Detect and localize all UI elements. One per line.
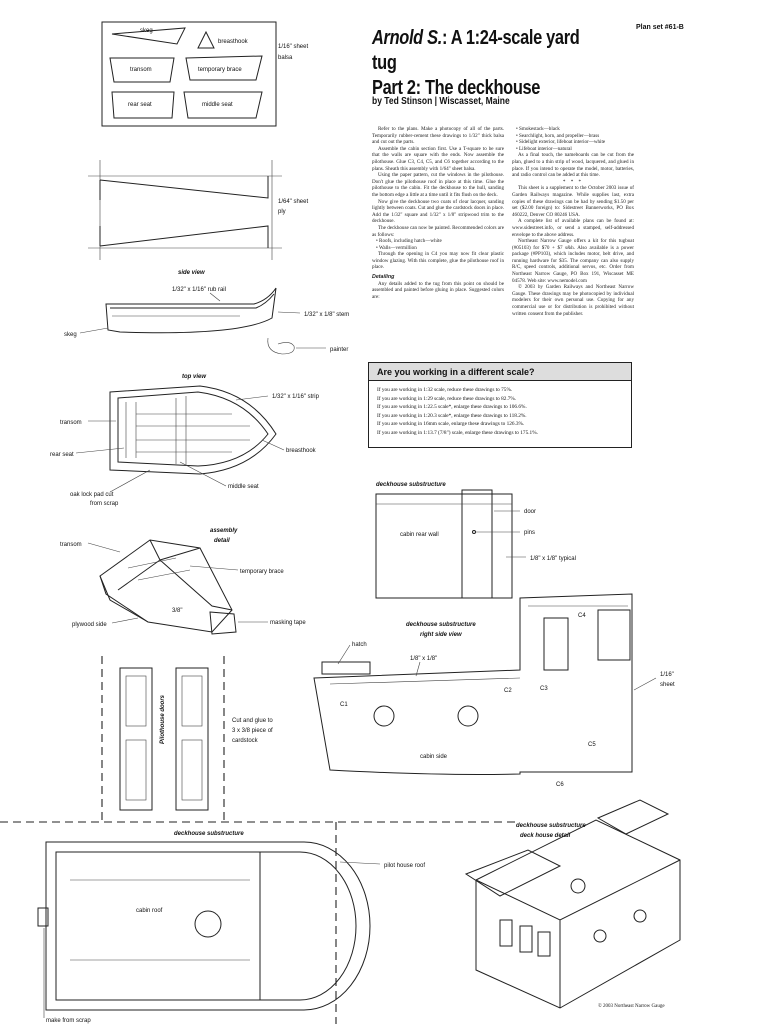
label-skeg: skeg	[140, 28, 153, 34]
label-rub-rail: 1/32" x 1/16" rub rail	[172, 287, 226, 293]
label-balsa: balsa	[278, 55, 293, 61]
scale-line: If you are working in 1:22.5 scale*, enlarge these drawings to 106.6%.	[377, 404, 527, 411]
label-c1: C1	[340, 702, 348, 708]
byline: by Ted Stinson | Wiscasset, Maine	[372, 96, 510, 107]
paragraph-kit: Northeast Narrow Gauge offers a kit for this tugboat (#05103) for $70 + $7 s&h. Also available is a power package (#PP103), which includes motor, belt drive, and running hardware for $35. The company can also supply R/C, speed controls, additional servos, etc. Order from Northeast Narrow Gauge, PO Box 191, Wiscasset ME 04578. Web site: www.nemodel.com	[512, 238, 634, 284]
label-c5: C5	[588, 742, 596, 748]
scale-line: If you are working in 1:32 scale, reduce these drawings to 75%.	[377, 387, 513, 393]
scale-line: If you are working in 16mm scale, enlarge these drawings to 126.3%.	[377, 421, 525, 428]
paragraph-plans-list: A complete list of available plans can be found at: www.sidestreet.info, or send a stamped, self-addressed envelope to the above address.	[512, 218, 634, 238]
label-c6: C6	[556, 782, 564, 788]
paragraph-final-touch: As a final touch, the nameboards can be cut from the plan, glued to a thin strip of wood, lacquered, and glued in place. If you intend to operate the model, motor, batteries, and radio control can be added at this time.	[512, 152, 634, 179]
color-bullet-2: • Walls—vermillion	[376, 244, 417, 251]
label-top-view: top view	[182, 374, 207, 380]
label-temporary-brace: temporary brace	[198, 67, 242, 73]
label-square-strip: 1/8" x 1/8"	[410, 656, 438, 662]
label-transom: transom	[130, 67, 152, 73]
scale-list	[369, 381, 631, 438]
detail-bullet-4: • Lifeboat interior—natural	[516, 145, 572, 152]
label-c4: C4	[578, 613, 586, 619]
label-make-from-scrap: make from scrap	[46, 1018, 91, 1024]
pilothouse-doors	[120, 668, 273, 810]
label-assembly-2: detail	[214, 538, 230, 544]
assembly-detail	[60, 528, 306, 634]
label-breasthook-top: breasthook	[286, 448, 316, 454]
label-deck-detail-2: deck house detail	[520, 833, 571, 839]
label-cut-glue-2: 3 x 3/8 piece of	[232, 728, 273, 734]
paragraph-3: Using the paper pattern, cut the windows in the pilothouse. Don't glue the pilothouse roof in place at this time. Glue the pilothouse to the cabin. Fit the deckhouse to the hull, sanding the bottom edge a little at a time until it fits flush on the deck.	[372, 172, 504, 198]
label-temporary-brace-assembly: temporary brace	[240, 569, 284, 575]
label-pilot-house-roof: pilot house roof	[384, 863, 426, 869]
detailing-text: Any details added to the tug from this point on should be assembled and painted before gluing in place. Suggested colors are:	[372, 280, 504, 300]
label-oarlock-2: from scrap	[90, 501, 119, 507]
title-italic-name: Arnold S.	[372, 27, 442, 49]
label-deckhouse-sub-2: deckhouse substructure	[174, 831, 244, 837]
label-skeg-side: skeg	[64, 332, 77, 338]
label-breasthook: breasthook	[218, 39, 248, 45]
boat-top-view	[50, 374, 320, 507]
article-column-2	[512, 126, 634, 317]
scale-box-heading: Are you working in a different scale?	[369, 363, 631, 381]
article-column-1	[372, 126, 504, 300]
label-c3: C3	[540, 686, 548, 692]
plan-set-number: Plan set #61-B	[636, 24, 684, 31]
label-oarlock-1: oak lock pad cut	[70, 492, 114, 498]
label-cabin-rear-wall: cabin rear wall	[400, 532, 439, 538]
cabin-roof-plan	[38, 831, 425, 1024]
label-dimension: 3/8"	[172, 608, 183, 614]
scale-line: If you are working in 1:13.7 (7/8") scale, enlarge these drawings to 175.1%.	[377, 429, 538, 436]
footer-copyright: © 2003 Northeast Narrow Gauge	[598, 1004, 665, 1009]
scale-line: If you are working in 1:20.3 scale*, enlarge these drawings to 118.2%.	[377, 412, 527, 419]
label-right-side-1: deckhouse substructure	[406, 622, 476, 628]
label-painter: painter	[330, 347, 349, 353]
label-cabin-roof: cabin roof	[136, 908, 163, 914]
deckhouse-perspective	[466, 800, 680, 1008]
label-plywood-side: plywood side	[72, 622, 107, 628]
label-strip: 1/32" x 1/16" strip	[272, 394, 319, 400]
label-sheet-balsa: 1/16" sheet	[278, 44, 309, 50]
label-sheet-right-2: sheet	[660, 682, 675, 688]
detail-bullet-1: • Smokestack—black	[516, 126, 560, 132]
title-line-2: Part 2: The deckhouse	[372, 77, 541, 99]
label-masking-tape: masking tape	[270, 620, 306, 626]
paragraph-copyright: © 2003 by Garden Railways and Northeast Narrow Gauge. These drawings may be photocopied by individual modelers for their own personal use. Copying for any commercial use or for distribution is prohibited without written consent from the publisher.	[512, 284, 634, 317]
label-right-side-2: right side view	[420, 632, 462, 638]
label-hatch: hatch	[352, 642, 367, 648]
section-divider: * * *	[562, 178, 584, 185]
title-line-1	[372, 26, 585, 76]
label-sheet-right-1: 1/16"	[660, 672, 674, 678]
label-middle-seat: middle seat	[202, 102, 233, 108]
label-sheet-ply-2: ply	[278, 209, 286, 215]
scale-conversion-box	[368, 362, 632, 448]
label-cut-glue-3: cardstock	[232, 738, 258, 744]
label-transom-assembly: transom	[60, 542, 82, 548]
label-cabin-side: cabin side	[420, 754, 448, 760]
label-typical: 1/8" x 1/8" typical	[530, 556, 576, 562]
label-stem: 1/32" x 1/8" stem	[304, 312, 350, 318]
label-assembly-1: assembly	[210, 528, 238, 534]
label-deckhouse-sub-1: deckhouse substructure	[376, 482, 446, 488]
label-deck-detail-1: deckhouse substructure	[516, 823, 586, 829]
label-door: door	[524, 509, 537, 515]
paragraph-5: The deckhouse can now be painted. Recommended colors are as follows:	[372, 224, 504, 238]
label-pilothouse-doors: Pilothouse doors	[160, 694, 166, 744]
label-c2: C2	[504, 688, 512, 694]
detailing-heading: Detailing	[372, 274, 395, 281]
paragraph-6: Through the opening in C4 you may now fit clear plastic window glazing. With this complete, glue the pilothouse roof in place.	[372, 251, 504, 271]
deckhouse-right-side	[314, 594, 675, 788]
boat-side-view	[64, 270, 349, 354]
parts-layout	[102, 22, 308, 126]
scale-line: If you are working in 1:29 scale, reduce these drawings to 82.7%.	[377, 395, 517, 402]
label-cut-glue-1: Cut and glue to	[232, 718, 273, 724]
label-transom-top: transom	[60, 420, 82, 426]
label-sheet-ply-1: 1/64" sheet	[278, 199, 309, 205]
page-title	[372, 26, 585, 101]
detail-bullet-3: • Sidelight exterior, lifeboat interior—white	[516, 139, 606, 146]
paragraph-supplement: This sheet is a supplement to the October 2003 issue of Garden Railways magazine. While supplies last, extra copies of these drawings can be had by sending $1.50 per set ($2.00 foreign) to: Sidestreet Bannerworks, PO Box 460222, Denver CO 80246 USA.	[512, 185, 634, 218]
detail-bullet-2: • Searchlight, horn, and propeller—brass	[516, 132, 600, 139]
label-rear-seat: rear seat	[128, 102, 152, 108]
title-line-1-rest: : A 1:24-scale yard tug	[372, 27, 580, 74]
label-side-view: side view	[178, 270, 205, 276]
paragraph-4: Now give the deckhouse two coats of clear lacquer, sanding lightly between coats. Cut and glue the cardstock doors in place. Add the 1/32" square and 1/32" x 1/8" stripwood trim to the deckhouse.	[372, 198, 504, 225]
plywood-side-pattern	[88, 160, 308, 260]
color-bullet-1: • Roofs, including hatch—white	[376, 238, 442, 245]
label-pins: pins	[524, 530, 536, 536]
paragraph-2: Assemble the cabin section first. Use a T-square to be sure that the walls are square with the ends. Now assemble the pilothouse. Glue C3, C4, C5, and C6 together according to the plans. Sheath this assembly with 1/64" sheet balsa.	[372, 145, 504, 172]
label-rear-seat-top: rear seat	[50, 452, 74, 458]
paragraph-1: Refer to the plans. Make a photocopy of all of the parts. Temporarily rubber-cement these drawings to 1/32" thick balsa and cut out the parts.	[372, 126, 504, 146]
label-middle-seat-top: middle seat	[228, 484, 259, 490]
cabin-rear-wall	[376, 482, 576, 598]
